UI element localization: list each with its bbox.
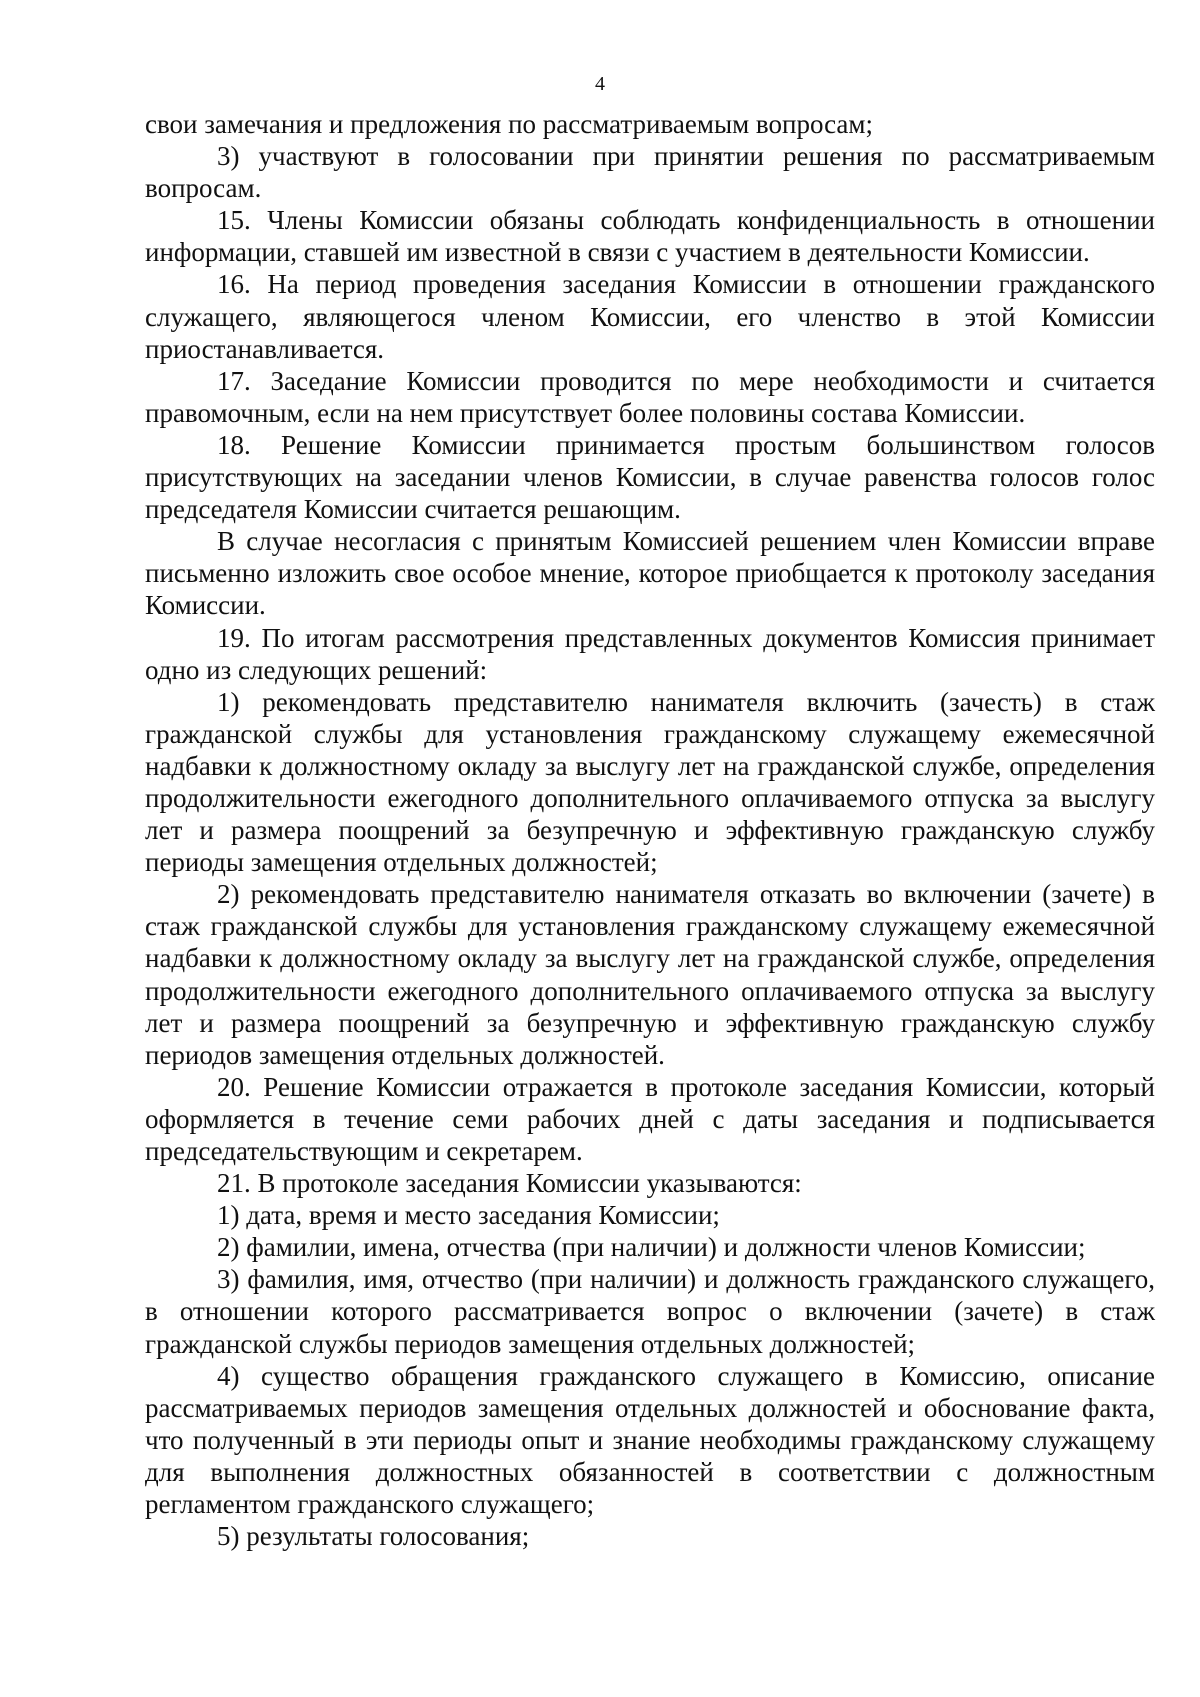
paragraph: 16. На период проведения заседания Комиссии в отношении гражданского служащего, являющегося членом Комиссии, его членство в этой Комиссии приостанавливается. (145, 269, 1155, 364)
paragraph: 17. Заседание Комиссии проводится по мере необходимости и считается правомочным, если на нем присутствует более половины состава Комиссии. (145, 365, 1155, 428)
document-body (145, 108, 1155, 1552)
paragraph: 3) фамилия, имя, отчество (при наличии) и должность гражданского служащего, в отношении которого рассматривается вопрос о включении (зачете) в стаж гражданской службы периодов замещения отдельных должностей; (145, 1264, 1155, 1359)
paragraph: 15. Члены Комиссии обязаны соблюдать конфиденциальность в отношении информации, ставшей им известной в связи с участием в деятельности Комиссии. (145, 205, 1155, 268)
paragraph: 3) участвуют в голосовании при принятии решения по рассматриваемым вопросам. (145, 141, 1155, 204)
paragraph: свои замечания и предложения по рассматриваемым вопросам; (145, 109, 873, 139)
paragraph: 20. Решение Комиссии отражается в протоколе заседания Комиссии, который оформляется в течение семи рабочих дней с даты заседания и подписывается председательствующим и секретарем. (145, 1071, 1155, 1166)
paragraph: 4) существо обращения гражданского служащего в Комиссию, описание рассматриваемых периодов замещения отдельных должностей и обоснование факта, что полученный в эти периоды опыт и знание необходимы гражданскому служащему для выполнения должностных обязанностей в соответствии с должностным регламентом гражданского служащего; (145, 1360, 1155, 1520)
paragraph: 1) дата, время и место заседания Комиссии; (217, 1200, 720, 1231)
paragraph: В случае несогласия с принятым Комиссией решением член Комиссии вправе письменно изложить свое особое мнение, которое приобщается к протоколу заседания Комиссии. (145, 526, 1155, 621)
paragraph: 2) фамилии, имена, отчества (при наличии) и должности членов Комиссии; (217, 1232, 1086, 1263)
paragraph: 2) рекомендовать представителю нанимателя отказать во включении (зачете) в стаж гражданской службы для установления гражданскому служащему ежемесячной надбавки к должностному окладу за выслугу лет на гражданской службе, определения продолжительности ежегодного дополнительного оплачиваемого отпуска за выслугу лет и размера поощрений за безупречную и эффективную гражданскую службу периодов замещения отдельных должностей. (145, 879, 1155, 1070)
paragraph: 1) рекомендовать представителю нанимателя включить (зачесть) в стаж гражданской службы для установления гражданскому служащему ежемесячной надбавки к должностному окладу за выслугу лет на гражданской службе, определения продолжительности ежегодного дополнительного оплачиваемого отпуска за выслугу лет и размера поощрений за безупречную и эффективную гражданскую службу периоды замещения отдельных должностей; (145, 686, 1155, 878)
paragraph: 21. В протоколе заседания Комиссии указываются: (217, 1168, 802, 1199)
paragraph: 18. Решение Комиссии принимается простым большинством голосов присутствующих на заседании членов Комиссии, в случае равенства голосов голос председателя Комиссии считается решающим. (145, 429, 1155, 525)
paragraph: 5) результаты голосования; (217, 1521, 530, 1552)
page-number: 4 (595, 73, 605, 95)
paragraph: 19. По итогам рассмотрения представленных документов Комиссия принимает одно из следующих решений: (145, 622, 1155, 685)
